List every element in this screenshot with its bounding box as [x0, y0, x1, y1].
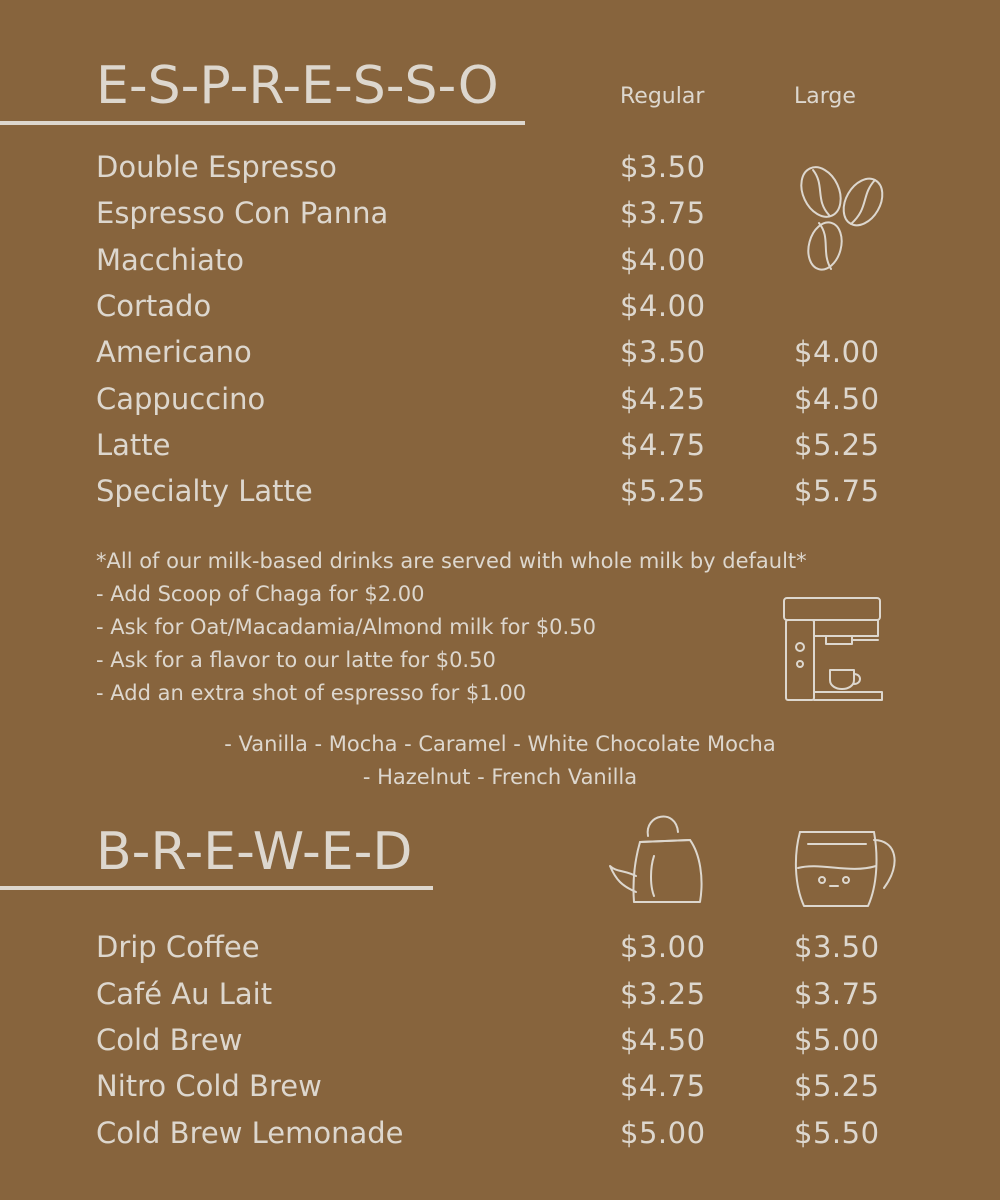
milk-note: *All of our milk-based drinks are served with whole milk by default*	[96, 549, 807, 573]
price-regular: $3.50	[620, 335, 706, 369]
price-large: $5.50	[794, 1116, 880, 1150]
price-large: $3.75	[794, 977, 880, 1011]
price-regular: $4.75	[620, 1069, 706, 1103]
item-name: Americano	[96, 335, 252, 369]
item-name: Macchiato	[96, 243, 245, 277]
price-regular: $4.00	[620, 243, 706, 277]
item-name: Cortado	[96, 289, 212, 323]
add-on-note: - Ask for a flavor to our latte for $0.50	[96, 648, 496, 672]
price-regular: $3.25	[620, 977, 706, 1011]
price-large: $5.25	[794, 1069, 880, 1103]
espresso-machine-icon	[778, 592, 888, 708]
price-regular: $4.25	[620, 382, 706, 416]
item-name: Café Au Lait	[96, 977, 273, 1011]
price-large: $4.50	[794, 382, 880, 416]
espresso-title: E-S-P-R-E-S-S-O	[96, 56, 499, 116]
item-name: Double Espresso	[96, 150, 337, 184]
item-name: Specialty Latte	[96, 474, 313, 508]
price-regular: $4.00	[620, 289, 706, 323]
price-regular: $3.00	[620, 930, 706, 964]
brewed-title: B-R-E-W-E-D	[96, 822, 413, 882]
price-large: $5.75	[794, 474, 880, 508]
kettle-icon	[606, 806, 716, 916]
column-header-large: Large	[794, 84, 856, 109]
espresso-title-rule	[0, 121, 525, 125]
item-name: Nitro Cold Brew	[96, 1069, 322, 1103]
price-regular: $3.75	[620, 196, 706, 230]
item-name: Cold Brew Lemonade	[96, 1116, 404, 1150]
column-header-regular: Regular	[620, 84, 705, 109]
item-name: Espresso Con Panna	[96, 196, 389, 230]
price-regular: $3.50	[620, 150, 706, 184]
coffee-beans-icon	[795, 160, 895, 275]
add-on-note: - Ask for Oat/Macadamia/Almond milk for $0.50	[96, 615, 596, 639]
price-large: $5.00	[794, 1023, 880, 1057]
flavor-list-line-2: - Hazelnut - French Vanilla	[362, 765, 638, 789]
brewed-title-rule	[0, 886, 433, 890]
item-name: Cold Brew	[96, 1023, 243, 1057]
flavor-list-line-1: - Vanilla - Mocha - Caramel - White Chocolate Mocha	[224, 732, 776, 756]
price-regular: $4.50	[620, 1023, 706, 1057]
price-large: $5.25	[794, 428, 880, 462]
add-on-note: - Add Scoop of Chaga for $2.00	[96, 582, 425, 606]
price-large: $4.00	[794, 335, 880, 369]
price-large: $3.50	[794, 930, 880, 964]
add-on-note: - Add an extra shot of espresso for $1.00	[96, 681, 527, 705]
item-name: Latte	[96, 428, 171, 462]
item-name: Drip Coffee	[96, 930, 260, 964]
price-regular: $5.25	[620, 474, 706, 508]
coffee-carafe-icon	[790, 824, 902, 914]
item-name: Cappuccino	[96, 382, 266, 416]
price-regular: $5.00	[620, 1116, 706, 1150]
price-regular: $4.75	[620, 428, 706, 462]
